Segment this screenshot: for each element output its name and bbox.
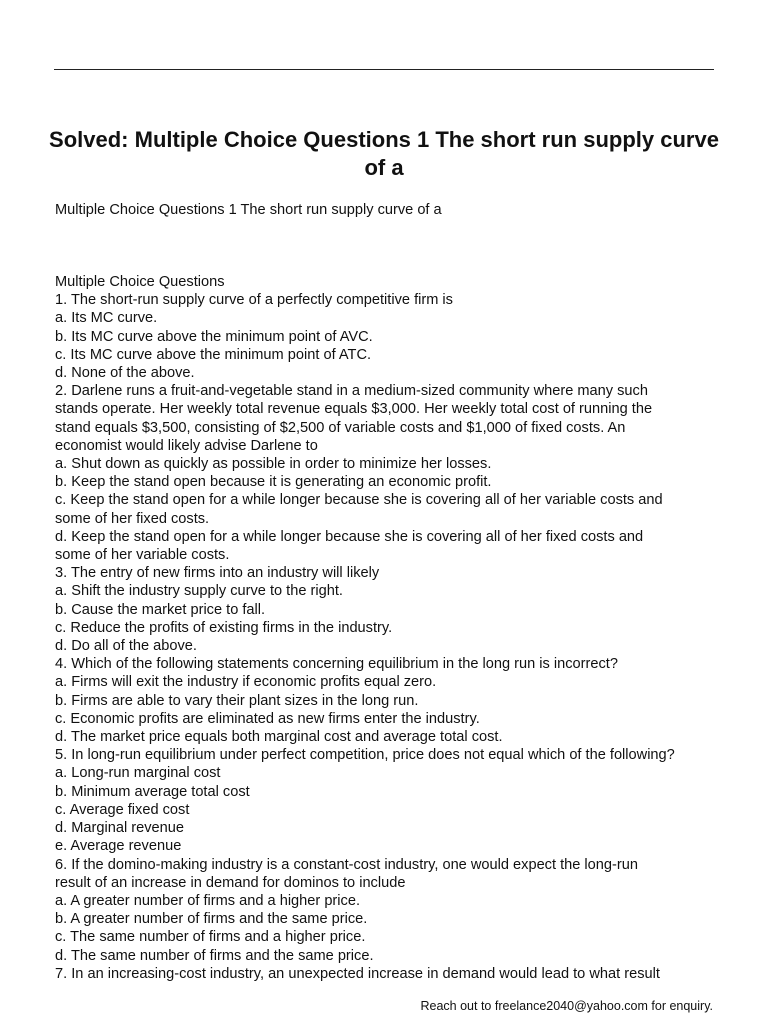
question-5-option-a: a. Long-run marginal cost xyxy=(55,765,221,782)
question-5-option-b: b. Minimum average total cost xyxy=(55,783,250,800)
question-4-option-c: c. Economic profits are eliminated as new firms enter the industry. xyxy=(55,710,480,727)
question-2-text-line-3: stand equals $3,500, consisting of $2,500 of variable costs and $1,000 of fixed costs. An xyxy=(55,419,626,436)
question-4-option-a: a. Firms will exit the industry if economic profits equal zero. xyxy=(55,674,437,691)
question-1-option-b: b. Its MC curve above the minimum point of AVC. xyxy=(55,328,373,345)
text-line-section-heading: Multiple Choice Questions xyxy=(55,274,225,290)
question-2-option-d-line-2: some of her variable costs. xyxy=(55,547,230,564)
question-2-text-line-1: 2. Darlene runs a fruit-and-vegetable stand in a medium-sized community where many such xyxy=(55,383,648,400)
footer-contact-note: Reach out to freelance2040@yahoo.com for enquiry. xyxy=(420,999,713,1013)
question-4-option-b: b. Firms are able to vary their plant sizes in the long run. xyxy=(55,692,419,709)
question-2-option-d-line-1: d. Keep the stand open for a while longer because she is covering all of her fixed costs and xyxy=(55,528,644,545)
question-1-option-d: d. None of the above. xyxy=(55,365,195,382)
question-5-text: 5. In long-run equilibrium under perfect competition, price does not equal which of the following? xyxy=(55,747,675,764)
question-2-text-line-2: stands operate. Her weekly total revenue equals $3,000. Her weekly total cost of running the xyxy=(55,401,653,418)
question-3-option-a: a. Shift the industry supply curve to the right. xyxy=(55,583,343,600)
question-3-option-b: b. Cause the market price to fall. xyxy=(55,601,266,618)
question-5-option-e: e. Average revenue xyxy=(55,838,182,855)
question-4-text: 4. Which of the following statements concerning equilibrium in the long run is incorrect? xyxy=(55,656,618,673)
question-5-option-d: d. Marginal revenue xyxy=(55,820,184,837)
question-1-text: 1. The short-run supply curve of a perfectly competitive firm is xyxy=(55,292,453,309)
question-3-option-d: d. Do all of the above. xyxy=(55,638,197,655)
question-3-text: 3. The entry of new firms into an industry will likely xyxy=(55,565,380,582)
question-6-option-a: a. A greater number of firms and a higher price. xyxy=(55,892,361,909)
question-2-option-c-line-2: some of her fixed costs. xyxy=(55,510,210,527)
header-rule xyxy=(54,69,714,70)
question-5-option-c: c. Average fixed cost xyxy=(55,801,190,818)
page-subtitle: Multiple Choice Questions 1 The short run supply curve of a xyxy=(55,202,442,218)
question-2-option-b: b. Keep the stand open because it is generating an economic profit. xyxy=(55,474,492,491)
question-1-option-a: a. Its MC curve. xyxy=(55,310,158,327)
question-4-option-d: d. The market price equals both marginal cost and average total cost. xyxy=(55,729,503,746)
question-2-option-c-line-1: c. Keep the stand open for a while longer because she is covering all of her variable costs and xyxy=(55,492,663,509)
question-6-text-line-1: 6. If the domino-making industry is a constant-cost industry, one would expect the long-run xyxy=(55,856,638,873)
question-6-option-b: b. A greater number of firms and the same price. xyxy=(55,911,368,928)
question-text-body xyxy=(55,273,717,983)
question-6-option-c: c. The same number of firms and a higher price. xyxy=(55,929,366,946)
question-7-text: 7. In an increasing-cost industry, an unexpected increase in demand would lead to what result xyxy=(55,965,660,982)
question-1-option-c: c. Its MC curve above the minimum point of ATC. xyxy=(55,346,372,363)
question-2-option-a: a. Shut down as quickly as possible in order to minimize her losses. xyxy=(55,456,492,473)
question-2-text-line-4: economist would likely advise Darlene to xyxy=(55,437,318,454)
question-6-option-d: d. The same number of firms and the same price. xyxy=(55,947,374,964)
question-3-option-c: c. Reduce the profits of existing firms in the industry. xyxy=(55,619,393,636)
page-title: Solved: Multiple Choice Questions 1 The short run supply curve of a xyxy=(49,127,719,180)
question-6-text-line-2: result of an increase in demand for dominos to include xyxy=(55,874,406,891)
